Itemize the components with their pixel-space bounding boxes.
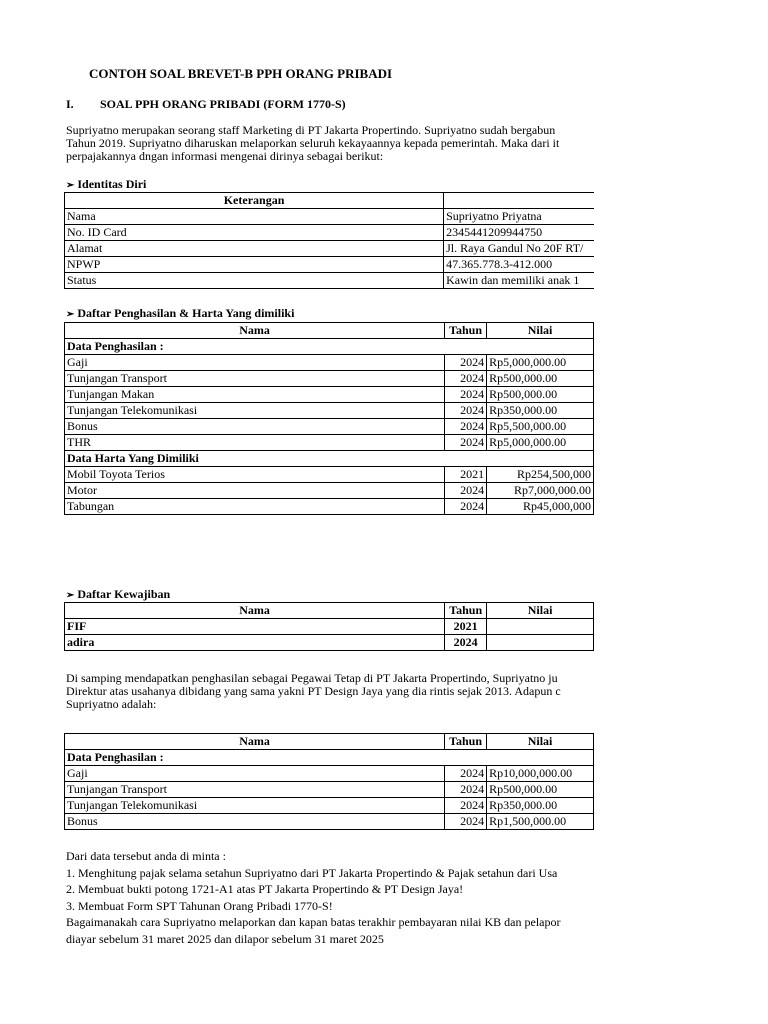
col-header-nama: Nama xyxy=(65,323,445,339)
cell-nama: Gaji xyxy=(65,766,445,782)
table-row xyxy=(65,371,594,387)
kewajiban-heading xyxy=(66,587,170,602)
intro-line: perpajakannya dngan informasi mengenai dirinya sebagai berikut: xyxy=(66,149,384,163)
penghasilan-harta-heading-label: Daftar Penghasilan & Harta Yang dimiliki xyxy=(77,306,295,320)
cell-tahun: 2024 xyxy=(445,387,487,403)
table-row xyxy=(65,435,594,451)
identitas-heading-label: Identitas Diri xyxy=(77,177,147,191)
cell-nama: Bonus xyxy=(65,814,445,830)
table-row xyxy=(65,387,594,403)
cell-nilai: Rp45,000,000 xyxy=(487,499,594,515)
task-answer: diayar sebelum 31 maret 2025 dan dilapor sebelum 31 maret 2025 xyxy=(66,931,384,946)
table-header-row xyxy=(65,734,594,750)
cell-tahun: 2024 xyxy=(445,435,487,451)
cell-nama: Gaji xyxy=(65,355,445,371)
row-label: Nama xyxy=(65,209,444,225)
intro-line: Supriyatno merupakan seorang staff Marketing di PT Jakarta Propertindo. Supriyatno sudah bergabun xyxy=(66,123,556,137)
bullet-arrow-icon: ➢ xyxy=(66,180,75,191)
cell-nama: Tunjangan Telekomunikasi xyxy=(65,403,445,419)
cell-nama: Tabungan xyxy=(65,499,445,515)
row-label: NPWP xyxy=(65,257,444,273)
identitas-heading xyxy=(66,177,146,192)
middle-line: Di samping mendapatkan penghasilan sebagai Pegawai Tetap di PT Jakarta Propertindo, Supriyatno ju xyxy=(66,671,558,685)
cell-tahun: 2024 xyxy=(445,798,487,814)
document-title: CONTOH SOAL BREVET-B PPH ORANG PRIBADI xyxy=(89,66,393,81)
cell-nama: Tunjangan Telekomunikasi xyxy=(65,798,445,814)
cell-nilai xyxy=(487,635,594,651)
table-row xyxy=(65,403,594,419)
table-header-row xyxy=(65,193,595,209)
cell-nama: Motor xyxy=(65,483,445,499)
table-row xyxy=(65,355,594,371)
col-header-tahun: Tahun xyxy=(445,603,487,619)
table-row xyxy=(65,467,594,483)
col-header-empty xyxy=(444,193,594,209)
section-title: SOAL PPH ORANG PRIBADI (FORM 1770-S) xyxy=(100,97,346,111)
cell-tahun: 2024 xyxy=(445,403,487,419)
col-header-nama: Nama xyxy=(65,734,445,750)
identitas-table xyxy=(64,192,594,289)
cell-nama: Tunjangan Transport xyxy=(65,371,445,387)
cell-tahun: 2021 xyxy=(445,619,487,635)
table-row xyxy=(65,619,594,635)
middle-line: Supriyatno adalah: xyxy=(66,697,157,711)
cell-nama: adira xyxy=(65,635,445,651)
col-header-keterangan: Keterangan xyxy=(65,193,444,209)
cell-tahun: 2024 xyxy=(445,766,487,782)
cell-nilai xyxy=(487,619,594,635)
middle-paragraph xyxy=(66,672,561,711)
table-row xyxy=(65,635,594,651)
cell-tahun: 2024 xyxy=(445,355,487,371)
bullet-arrow-icon: ➢ xyxy=(66,309,75,320)
cell-tahun: 2024 xyxy=(445,635,487,651)
tasks-intro: Dari data tersebut anda di minta : xyxy=(66,849,226,863)
table-row xyxy=(65,419,594,435)
penghasilan-usaha-table xyxy=(64,733,594,830)
row-value: Jl. Raya Gandul No 20F RT/ xyxy=(444,241,594,257)
table-row xyxy=(65,241,595,257)
table-row xyxy=(65,225,595,241)
penghasilan-label: Data Penghasilan : xyxy=(65,339,594,355)
cell-tahun: 2024 xyxy=(445,419,487,435)
cell-tahun: 2024 xyxy=(445,782,487,798)
col-header-nama: Nama xyxy=(65,603,445,619)
cell-nama: THR xyxy=(65,435,445,451)
row-value: 47.365.778.3-412.000 xyxy=(444,257,594,273)
col-header-nilai: Nilai xyxy=(487,323,594,339)
cell-tahun: 2024 xyxy=(445,814,487,830)
cell-nilai: Rp500,000.00 xyxy=(487,371,594,387)
cell-nama: Tunjangan Transport xyxy=(65,782,445,798)
col-header-nilai: Nilai xyxy=(487,603,594,619)
penghasilan-harta-table xyxy=(64,322,594,515)
table-header-row xyxy=(65,603,594,619)
table-row xyxy=(65,782,594,798)
row-label: No. ID Card xyxy=(65,225,444,241)
table-row xyxy=(65,209,595,225)
cell-nilai: Rp7,000,000.00 xyxy=(487,483,594,499)
intro-line: Tahun 2019. Supriyatno diharuskan melaporkan seluruh kekayaannya kepada pemerintah. Maka dari it xyxy=(66,136,560,150)
task-question: Bagaimanakah cara Supriyatno melaporkan dan kapan batas terakhir pembayaran nilai KB dan pelapor xyxy=(66,915,561,929)
bullet-arrow-icon: ➢ xyxy=(66,590,75,601)
harta-label: Data Harta Yang Dimiliki xyxy=(65,451,594,467)
table-row xyxy=(65,273,595,289)
task-item: 1. Menghitung pajak selama setahun Supriyatno dari PT Jakarta Propertindo & Pajak setahun dari Usa xyxy=(66,865,558,880)
col-header-nilai: Nilai xyxy=(487,734,594,750)
cell-nilai: Rp5,000,000.00 xyxy=(487,435,594,451)
section-number: I. xyxy=(66,97,74,111)
middle-line: Direktur atas usahanya dibidang yang sama yakni PT Design Jaya yang dia rintis sejak 2013. Adapun c xyxy=(66,684,561,698)
cell-nilai: Rp500,000.00 xyxy=(487,387,594,403)
table-row xyxy=(65,814,594,830)
cell-nama: FIF xyxy=(65,619,445,635)
task-item: 3. Membuat Form SPT Tahunan Orang Pribadi 1770-S! xyxy=(66,898,333,913)
cell-tahun: 2021 xyxy=(445,467,487,483)
penghasilan-harta-heading xyxy=(66,306,294,321)
intro-paragraph xyxy=(66,124,559,163)
kewajiban-heading-label: Daftar Kewajiban xyxy=(77,587,171,601)
cell-nilai: Rp500,000.00 xyxy=(487,782,594,798)
section-label-row xyxy=(65,451,594,467)
row-value: Supriyatno Priyatna xyxy=(444,209,594,225)
task-item: 2. Membuat bukti potong 1721-A1 atas PT Jakarta Propertindo & PT Design Jaya! xyxy=(66,882,464,896)
row-value: 2345441209944750 xyxy=(444,225,594,241)
table-row xyxy=(65,766,594,782)
section-label-row xyxy=(65,750,594,766)
cell-nilai: Rp350,000.00 xyxy=(487,403,594,419)
section-label-row xyxy=(65,339,594,355)
cell-nama: Bonus xyxy=(65,419,445,435)
table-row xyxy=(65,499,594,515)
row-label: Alamat xyxy=(65,241,444,257)
col-header-tahun: Tahun xyxy=(445,734,487,750)
table-row xyxy=(65,798,594,814)
cell-nilai: Rp5,000,000.00 xyxy=(487,355,594,371)
penghasilan2-label: Data Penghasilan : xyxy=(65,750,594,766)
kewajiban-table xyxy=(64,602,594,651)
row-label: Status xyxy=(65,273,444,289)
cell-nama: Tunjangan Makan xyxy=(65,387,445,403)
row-value: Kawin dan memiliki anak 1 xyxy=(444,273,594,289)
table-header-row xyxy=(65,323,594,339)
cell-nilai: Rp10,000,000.00 xyxy=(487,766,594,782)
cell-nilai: Rp350,000.00 xyxy=(487,798,594,814)
cell-tahun: 2024 xyxy=(445,499,487,515)
col-header-tahun: Tahun xyxy=(445,323,487,339)
tasks-block xyxy=(66,848,560,947)
cell-nama: Mobil Toyota Terios xyxy=(65,467,445,483)
table-row xyxy=(65,257,595,273)
cell-tahun: 2024 xyxy=(445,483,487,499)
cell-nilai: Rp254,500,000 xyxy=(487,467,594,483)
table-row xyxy=(65,483,594,499)
cell-nilai: Rp1,500,000.00 xyxy=(487,814,594,830)
cell-nilai: Rp5,500,000.00 xyxy=(487,419,594,435)
cell-tahun: 2024 xyxy=(445,371,487,387)
